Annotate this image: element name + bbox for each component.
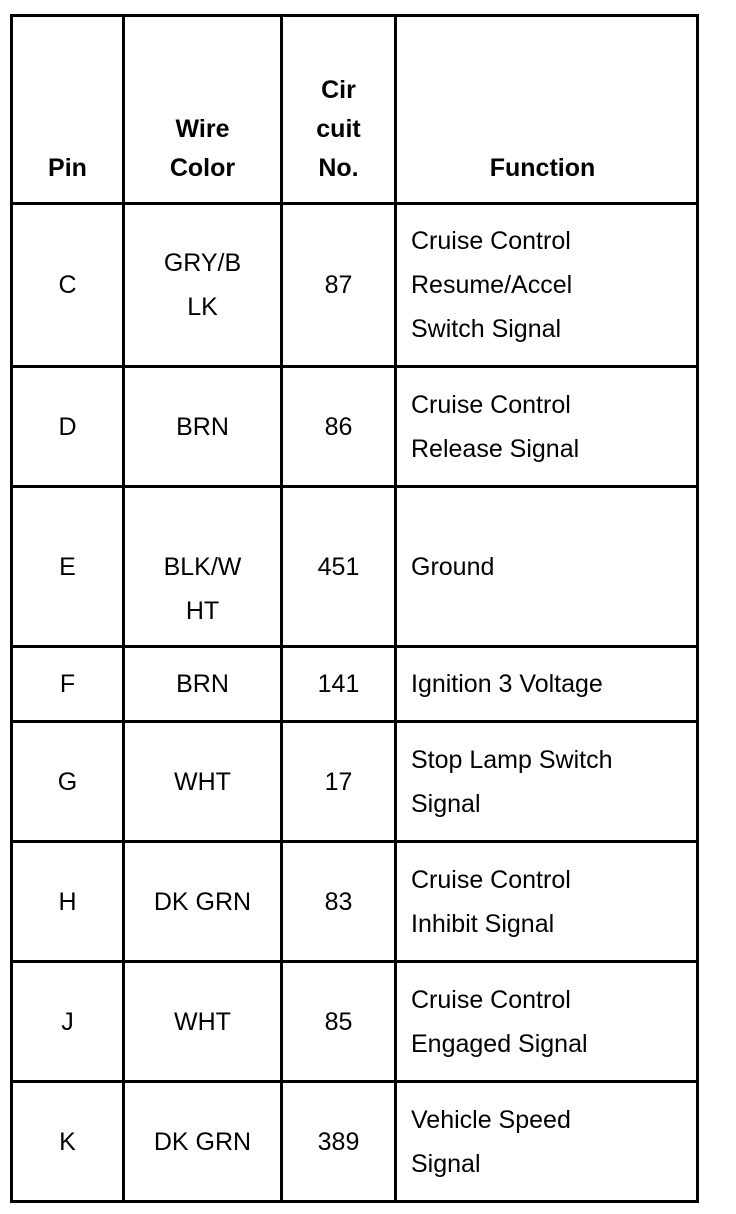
pin-cell: G bbox=[12, 722, 124, 842]
pin-cell: H bbox=[12, 842, 124, 962]
header-pin: Pin bbox=[12, 16, 124, 204]
circuit-cell: 85 bbox=[282, 962, 396, 1082]
circuit-cell: 86 bbox=[282, 367, 396, 487]
table-row bbox=[12, 1082, 698, 1202]
table-row bbox=[12, 367, 698, 487]
pin-cell: J bbox=[12, 962, 124, 1082]
function-cell: Cruise Control Release Signal bbox=[396, 367, 698, 487]
pin-cell: F bbox=[12, 647, 124, 722]
pin-cell: D bbox=[12, 367, 124, 487]
wire-color-cell: BLK/W HT bbox=[124, 487, 282, 647]
function-cell: Cruise Control Resume/Accel Switch Signal bbox=[396, 204, 698, 367]
table-row bbox=[12, 962, 698, 1082]
circuit-cell: 451 bbox=[282, 487, 396, 647]
pin-cell: C bbox=[12, 204, 124, 367]
wire-color-cell: BRN bbox=[124, 647, 282, 722]
circuit-cell: 141 bbox=[282, 647, 396, 722]
table-row bbox=[12, 647, 698, 722]
circuit-cell: 83 bbox=[282, 842, 396, 962]
connector-pinout-table bbox=[10, 14, 699, 1203]
circuit-cell: 17 bbox=[282, 722, 396, 842]
wire-color-cell: WHT bbox=[124, 962, 282, 1082]
header-circuit-no: Cir cuit No. bbox=[282, 16, 396, 204]
pin-cell: K bbox=[12, 1082, 124, 1202]
circuit-cell: 389 bbox=[282, 1082, 396, 1202]
wire-color-cell: DK GRN bbox=[124, 1082, 282, 1202]
wire-color-cell: GRY/B LK bbox=[124, 204, 282, 367]
function-cell: Stop Lamp Switch Signal bbox=[396, 722, 698, 842]
table-row bbox=[12, 204, 698, 367]
header-function: Function bbox=[396, 16, 698, 204]
function-cell: Cruise Control Inhibit Signal bbox=[396, 842, 698, 962]
table-row bbox=[12, 487, 698, 647]
wire-color-cell: DK GRN bbox=[124, 842, 282, 962]
function-cell: Cruise Control Engaged Signal bbox=[396, 962, 698, 1082]
pin-cell: E bbox=[12, 487, 124, 647]
table-row bbox=[12, 722, 698, 842]
function-cell: Ignition 3 Voltage bbox=[396, 647, 698, 722]
header-wire-color: Wire Color bbox=[124, 16, 282, 204]
function-cell: Vehicle Speed Signal bbox=[396, 1082, 698, 1202]
wire-color-cell: BRN bbox=[124, 367, 282, 487]
table-row bbox=[12, 842, 698, 962]
header-row bbox=[12, 16, 698, 204]
wire-color-cell: WHT bbox=[124, 722, 282, 842]
circuit-cell: 87 bbox=[282, 204, 396, 367]
function-cell: Ground bbox=[396, 487, 698, 647]
